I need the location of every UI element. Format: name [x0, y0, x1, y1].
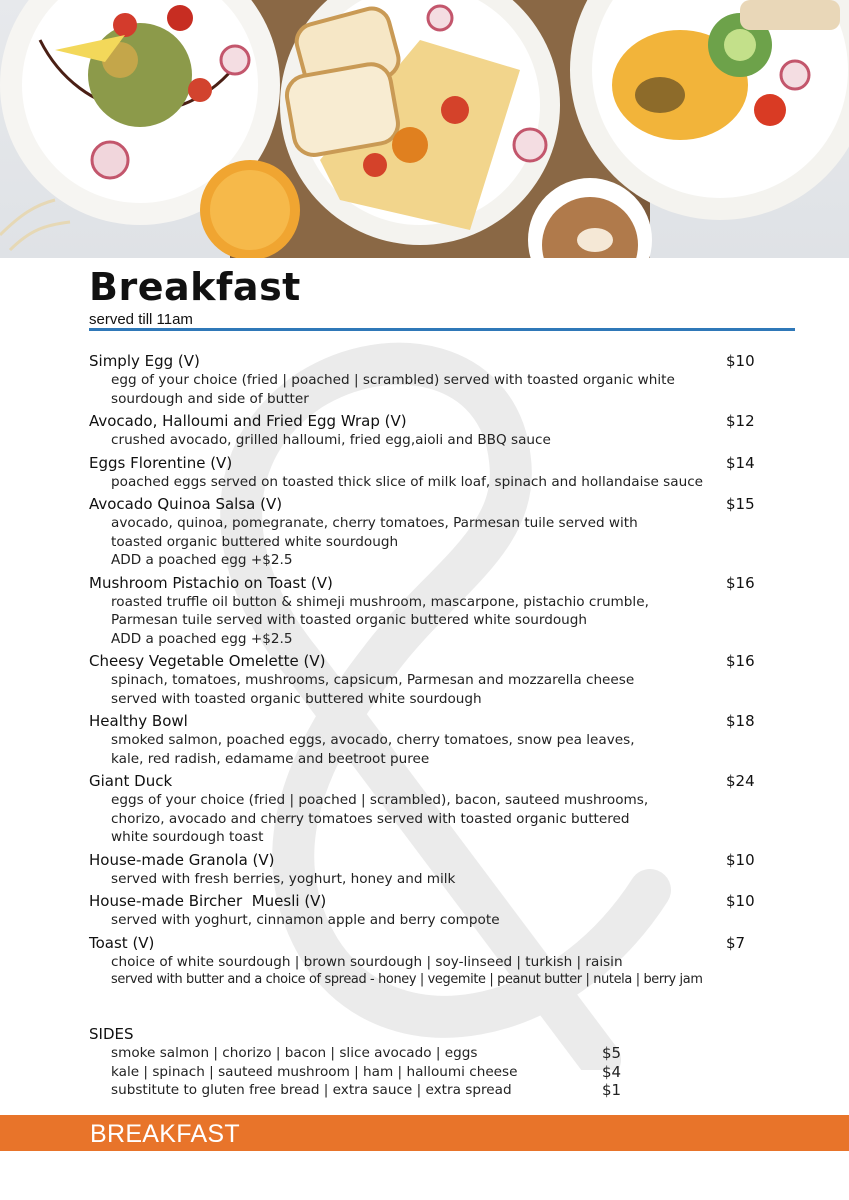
description-line: served with fresh berries, yoghurt, honey and milk	[111, 870, 456, 887]
menu-item-price: $10	[726, 352, 755, 370]
menu-item-name: Toast (V)	[89, 933, 155, 952]
page-title: Breakfast	[89, 265, 301, 309]
menu-item-name: Healthy Bowl	[89, 712, 188, 730]
menu-item-house-made-granola	[89, 851, 789, 889]
serving-hours-subtitle: served till 11am	[89, 311, 193, 328]
footer-section-label: BREAKFAST	[90, 1120, 240, 1148]
side-price: $4	[602, 1062, 622, 1081]
menu-item-name: Eggs Florentine (V)	[89, 453, 233, 472]
menu-item-price: $24	[726, 772, 755, 790]
menu-item-healthy-bowl	[89, 712, 789, 768]
description-line: served with toasted organic buttered white sourdough	[111, 690, 482, 707]
sides-section	[89, 1025, 789, 1100]
side-row	[89, 1063, 789, 1082]
menu-item-description	[89, 514, 789, 570]
menu-item-description	[89, 870, 789, 889]
description-line: sourdough and side of butter	[111, 390, 309, 407]
side-items: smoke salmon | chorizo | bacon | slice avocado | eggs	[111, 1045, 478, 1061]
menu-item-description	[89, 911, 789, 930]
menu-item-cheesy-vegetable-omelette	[89, 652, 789, 708]
side-price: $1	[602, 1081, 622, 1099]
menu-item-avocado-quinoa-salsa	[89, 495, 789, 570]
menu-item-price: $12	[726, 412, 755, 430]
menu-item-description	[89, 953, 789, 990]
menu-item-price: $18	[726, 712, 755, 730]
description-line: white sourdough toast	[111, 829, 264, 845]
breakfast-food-photo-icon	[0, 0, 849, 258]
menu-item-price: $16	[726, 652, 755, 670]
menu-item-name: House-made Bircher Muesli (V)	[89, 892, 327, 910]
menu-item-toast	[89, 934, 789, 990]
menu-item-description	[89, 593, 789, 649]
description-line: served with yoghurt, cinnamon apple and berry compote	[111, 912, 500, 928]
menu-item-price: $10	[726, 892, 755, 910]
menu-item-price: $7	[726, 933, 746, 952]
description-line: spinach, tomatoes, mushrooms, capsicum, Parmesan and mozzarella cheese	[111, 672, 635, 688]
menu-item-name: Mushroom Pistachio on Toast (V)	[89, 573, 333, 592]
side-items: substitute to gluten free bread | extra sauce | extra spread	[111, 1082, 512, 1098]
menu-item-description	[89, 731, 789, 768]
menu-item-description	[89, 473, 789, 492]
add-on-line: ADD a poached egg +$2.5	[111, 630, 293, 647]
description-line: roasted truffle oil button & shimeji mushroom, mascarpone, pistachio crumble,	[111, 593, 649, 610]
description-line: kale, red radish, edamame and beetroot puree	[111, 750, 430, 767]
footer-band	[0, 1115, 849, 1151]
description-line: toasted organic buttered white sourdough	[111, 533, 399, 550]
menu-item-price: $10	[726, 850, 755, 869]
menu-item-name: Avocado Quinoa Salsa (V)	[89, 495, 283, 513]
menu-item-description	[89, 371, 789, 408]
header-divider	[89, 328, 795, 331]
description-line: served with butter and a choice of spread - honey | vegemite | peanut butter | nutela | berry jam	[111, 972, 703, 987]
menu-item-mushroom-pistachio-toast	[89, 574, 789, 649]
side-price: $5	[602, 1044, 622, 1062]
description-line: avocado, quinoa, pomegranate, cherry tomatoes, Parmesan tuile served with	[111, 515, 638, 531]
description-line: crushed avocado, grilled halloumi, fried egg,aioli and BBQ sauce	[111, 432, 551, 448]
menu-item-description	[89, 671, 789, 708]
menu-item-price: $14	[726, 453, 755, 472]
description-line: chorizo, avocado and cherry tomatoes served with toasted organic buttered	[111, 810, 630, 827]
menu-item-simply-egg	[89, 352, 789, 408]
menu-item-eggs-florentine	[89, 454, 789, 492]
description-line: Parmesan tuile served with toasted organic buttered white sourdough	[111, 612, 588, 628]
description-line: choice of white sourdough | brown sourdough | soy-linseed | turkish | raisin	[111, 953, 623, 970]
menu-item-price: $15	[726, 495, 755, 513]
menu-item-giant-duck	[89, 772, 789, 847]
menu-item-name: Giant Duck	[89, 772, 173, 790]
menu-item-bircher-muesli	[89, 892, 789, 930]
description-line: egg of your choice (fried | poached | scrambled) served with toasted organic white	[111, 372, 675, 388]
description-line: smoked salmon, poached eggs, avocado, cherry tomatoes, snow pea leaves,	[111, 732, 635, 748]
add-on-line: ADD a poached egg +$2.5	[111, 552, 293, 568]
menu-item-avocado-halloumi-wrap	[89, 412, 789, 450]
menu-item-name: House-made Granola (V)	[89, 850, 275, 869]
menu-item-description	[89, 431, 789, 450]
description-line: poached eggs served on toasted thick slice of milk loaf, spinach and hollandaise sauce	[111, 473, 704, 490]
side-items: kale | spinach | sauteed mushroom | ham | halloumi cheese	[111, 1063, 518, 1080]
description-line: eggs of your choice (fried | poached | scrambled), bacon, sauteed mushrooms,	[111, 792, 649, 808]
menu-item-price: $16	[726, 573, 755, 592]
sides-heading: SIDES	[89, 1025, 134, 1043]
side-row	[89, 1081, 789, 1100]
menu-item-name: Cheesy Vegetable Omelette (V)	[89, 652, 326, 670]
menu-item-name: Simply Egg (V)	[89, 352, 200, 370]
menu-list	[89, 352, 789, 994]
side-row	[89, 1044, 789, 1063]
hero-food-photo	[0, 0, 849, 258]
menu-item-name: Avocado, Halloumi and Fried Egg Wrap (V)	[89, 412, 407, 430]
menu-item-description	[89, 791, 789, 847]
